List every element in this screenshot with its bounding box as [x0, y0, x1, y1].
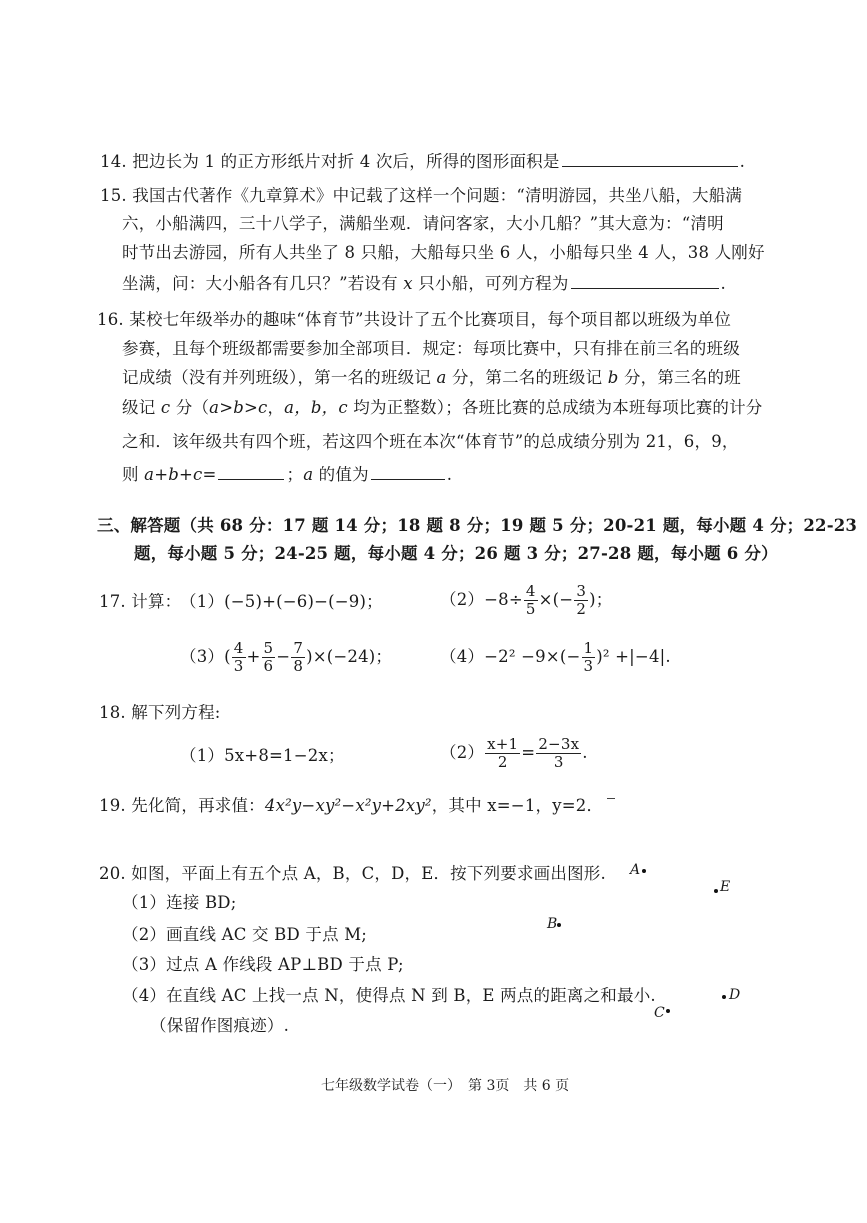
point-d[interactable]	[722, 995, 726, 999]
q20-step-4: （4）在直线 AC 上找一点 N，使得点 N 到 B，E 两点的距离之和最小.	[122, 986, 656, 1005]
fraction: $\frac{4}{5}$	[525, 582, 536, 618]
point-e-label: E	[720, 879, 731, 895]
fraction: $\frac{2-3x}{3}$	[538, 735, 580, 771]
q20-step-2: （2）画直线 AC 交 BD 于点 M;	[122, 925, 368, 944]
fraction: $\frac{5}{6}$	[263, 639, 274, 675]
fraction: $\frac{4}{3}$	[233, 639, 244, 675]
page-footer: 七年级数学试卷（一） 第 3页 共 6 页	[321, 1078, 570, 1094]
question-15-line-1: 15. 我国古代著作《九章算术》中记载了这样一个问题：“清明游园，共坐八船，大船满	[100, 186, 743, 205]
fraction: $\frac{3}{2}$	[576, 582, 587, 618]
question-19: 19. 先化简，再求值：4x²y−xy²−x²y+2xy²，其中 x=−1，y=2．	[99, 796, 604, 815]
question-15-line-3: 时节出去游园，所有人共坐了 8 只船，大船每只坐 6 人，小船每只坐 4 人，38 人刚好	[122, 243, 765, 262]
point-e[interactable]	[714, 889, 718, 893]
q18-part-1: （1）5x+8=1−2x；	[180, 746, 345, 765]
point-d-label: D	[729, 987, 741, 1003]
question-16-line-2: 参赛，且每个班级都需要参加全部项目．规定：每项比赛中，只有排在前三名的班级	[122, 339, 740, 358]
fraction: $\frac{7}{8}$	[293, 639, 304, 675]
q16-sum-blank[interactable]	[218, 463, 284, 480]
q18-part-2: （2） $\frac{x+1}{2}$ = $\frac{2-3x}{3}$ .	[440, 735, 588, 771]
point-b-label: B	[547, 916, 558, 932]
question-16-line-6: 则 a+b+c= ；a 的值为 .	[122, 465, 453, 484]
fraction: $\frac{x+1}{2}$	[487, 735, 519, 771]
question-17-head: 17. 计算：	[99, 592, 182, 611]
question-18-head: 18. 解下列方程:	[99, 703, 221, 722]
point-c[interactable]	[666, 1009, 670, 1013]
question-15-line-4: 坐满，问：大小船各有几只？”若设有 x 只小船，可列方程为 .	[122, 274, 726, 293]
section-3-heading-line-1: 三、解答题（共 68 分：17 题 14 分；18 题 8 分；19 题 5 分；20-21 题，每小题 4 分；22-23	[97, 516, 858, 535]
q20-step-5: （保留作图痕迹）.	[150, 1016, 290, 1035]
question-16-line-3: 记成绩（没有并列班级），第一名的班级记 a 分，第二名的班级记 b 分，第三名的班	[122, 368, 741, 387]
q15-answer-blank[interactable]	[571, 272, 719, 289]
point-a-label: A	[630, 862, 641, 878]
q20-step-1: （1）连接 BD;	[122, 893, 237, 912]
question-14: 14. 把边长为 1 的正方形纸片对折 4 次后，所得的图形面积是 .	[100, 152, 746, 171]
q20-step-3: （3）过点 A 作线段 AP⊥BD 于点 P;	[122, 955, 404, 974]
point-a[interactable]	[642, 869, 646, 873]
q17-part-2: （2）−8÷ $\frac{4}{5}$ ×(− $\frac{3}{2}$ )；	[440, 582, 613, 618]
question-15-line-2: 六，小船满四，三十八学子，满船坐观．请问客家，大小几船？”其大意为：“清明	[122, 214, 724, 233]
question-16-line-5: 之和．该年级共有四个班，若这四个班在本次“体育节”的总成绩分别为 21，6，9，	[122, 432, 739, 451]
q17-part-3: （3）( $\frac{4}{3}$ + $\frac{5}{6}$ − $\frac{7}{8}$ )×(−24)；	[180, 639, 393, 675]
fraction: $\frac{1}{3}$	[583, 639, 594, 675]
point-b[interactable]	[557, 923, 561, 927]
q16-a-value-blank[interactable]	[371, 463, 445, 480]
q17-part-1: （1）(−5)+(−6)−(−9)；	[180, 592, 383, 611]
q14-answer-blank[interactable]	[562, 150, 738, 167]
question-16-line-1: 16. 某校七年级举办的趣味“体育节”共设计了五个比赛项目，每个项目都以班级为单位	[97, 310, 732, 329]
section-3-heading-line-2: 题，每小题 5 分；24-25 题，每小题 4 分；26 题 3 分；27-28 题，每小题 6 分）	[134, 544, 778, 563]
point-c-label: C	[654, 1005, 665, 1021]
stray-mark	[607, 798, 615, 799]
q17-part-4: （4）−2² −9×(− $\frac{1}{3}$ )² +|−4|.	[440, 639, 671, 675]
question-16-line-4: 级记 c 分（a>b>c，a，b，c 均为正整数）；各班比赛的总成绩为本班每项比赛的计分	[122, 398, 763, 417]
question-20-head: 20. 如图，平面上有五个点 A，B，C，D，E．按下列要求画出图形.	[99, 864, 606, 883]
q14-text: 14. 把边长为 1 的正方形纸片对折 4 次后，所得的图形面积是	[100, 152, 560, 171]
